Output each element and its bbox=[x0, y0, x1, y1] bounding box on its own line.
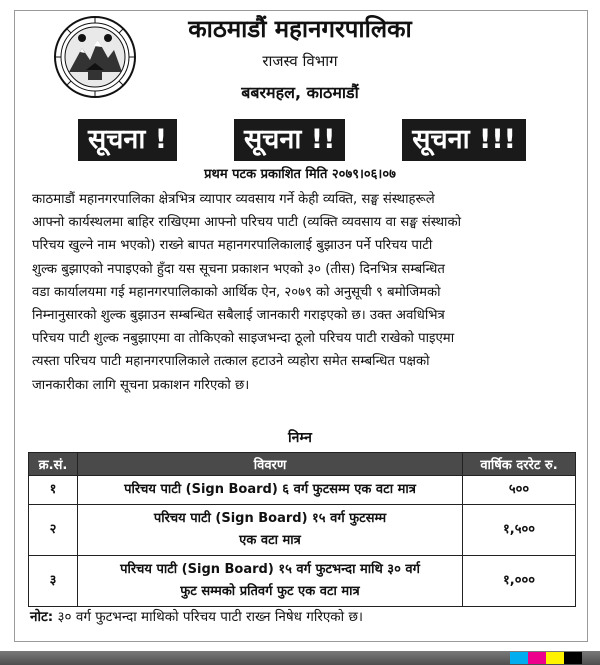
notice-body-line: त्यस्ता परिचय पाटी महानगरपालिकाले तत्काल हटाउने व्यहोरा समेत सम्बन्धित पक्षको bbox=[32, 354, 430, 370]
row-description bbox=[78, 476, 463, 505]
column-header-sn: क्र.सं. bbox=[29, 453, 78, 476]
section-label: निम्न bbox=[288, 430, 312, 446]
notice-body-line: काठमाडौं महानगरपालिका क्षेत्रभित्र व्यापार व्यवसाय गर्ने केही व्यक्ति, सङ्घ संस्थाहरूले bbox=[32, 192, 435, 207]
footnote-text: ३० वर्ग फुटभन्दा माथिको परिचय पाटी राख्न निषेध गरिएको छ। bbox=[53, 609, 364, 625]
row-sn: ३ bbox=[29, 556, 78, 607]
column-header-description: विवरण bbox=[78, 453, 463, 476]
row-description-line: परिचय पाटी (Sign Board) ६ वर्ग फुटसम्म एक वटा मात्र bbox=[124, 482, 416, 497]
row-rate: ५०० bbox=[463, 476, 576, 505]
table-row bbox=[29, 505, 576, 556]
row-description-line: एक वटा मात्र bbox=[239, 533, 301, 548]
row-description-line: फुट सम्मको प्रतिवर्ग फुट एक वटा मात्र bbox=[180, 584, 360, 599]
row-description-line: परिचय पाटी (Sign Board) १५ वर्ग फुटसम्म bbox=[153, 511, 387, 526]
table-header-row bbox=[29, 453, 576, 476]
table-row bbox=[29, 556, 576, 607]
office-address: बबरमहल, काठमाडौं bbox=[241, 83, 359, 102]
published-date: प्रथम पटक प्रकाशित मिति २०७९।०६।०७ bbox=[204, 167, 396, 182]
kmc-emblem-icon bbox=[52, 14, 138, 100]
footnote-label: नोट: bbox=[30, 609, 54, 625]
row-rate: १,००० bbox=[463, 556, 576, 607]
notice-banner-item: सूचना !! bbox=[234, 119, 345, 161]
department-name: राजस्व विभाग bbox=[262, 52, 338, 70]
footnote bbox=[30, 606, 570, 628]
notice-body-line: परिचय खुल्ने नाम भएको) राख्ने बापत महानगरपालिकालाई बुझाउन पर्ने परिचय पाटी bbox=[32, 238, 433, 254]
cmyk-swatch-black bbox=[564, 652, 582, 664]
notice-body bbox=[32, 188, 570, 397]
notice-body-line: निम्नानुसारको शुल्क बुझाउन सम्बन्धित सबैलाई जानकारी गराइएको छ। उक्त अवधिभित्र bbox=[32, 308, 445, 324]
notice-body-line: आफ्नो कार्यस्थलमा बाहिर राखिएमा आफ्नो परिचय पाटी (व्यक्ति व्यवसाय वा सङ्घ संस्थाको bbox=[32, 215, 462, 231]
row-description-line: परिचय पाटी (Sign Board) १५ वर्ग फुटभन्दा माथि ३० वर्ग bbox=[120, 562, 420, 577]
row-sn: १ bbox=[29, 476, 78, 505]
notice-body-line: वडा कार्यालयमा गई महानगरपालिकाको आर्थिक ऐन, २०७९ को अनुसूची ९ बमोजिमको bbox=[32, 284, 441, 300]
rate-table bbox=[28, 452, 576, 607]
org-title: काठमाडौं महानगरपालिका bbox=[188, 15, 412, 43]
cmyk-swatch-cyan bbox=[510, 652, 528, 664]
cmyk-swatch-yellow bbox=[546, 652, 564, 664]
notice-body-line: शुल्क बुझाएको नपाइएको हुँदा यस सूचना प्रकाशन भएको ३० (तीस) दिनभित्र सम्बन्धित bbox=[32, 261, 445, 277]
notice-body-line: परिचय पाटी शुल्क नबुझाएमा वा तोकिएको साइजभन्दा ठूलो परिचय पाटी राखेको पाइएमा bbox=[32, 331, 455, 347]
row-rate: १,५०० bbox=[463, 505, 576, 556]
notice-banner bbox=[78, 118, 526, 162]
notice-banner-item: सूचना !!! bbox=[402, 119, 526, 161]
column-header-rate: वार्षिक दररेट रु. bbox=[463, 453, 576, 476]
notice-body-line: जानकारीका लागि सूचना प्रकाशन गरिएको छ। bbox=[32, 377, 250, 393]
notice-banner-item: सूचना ! bbox=[78, 119, 177, 161]
row-description bbox=[78, 505, 463, 556]
table-row bbox=[29, 476, 576, 505]
cmyk-swatch-magenta bbox=[528, 652, 546, 664]
row-description bbox=[78, 556, 463, 607]
row-sn: २ bbox=[29, 505, 78, 556]
